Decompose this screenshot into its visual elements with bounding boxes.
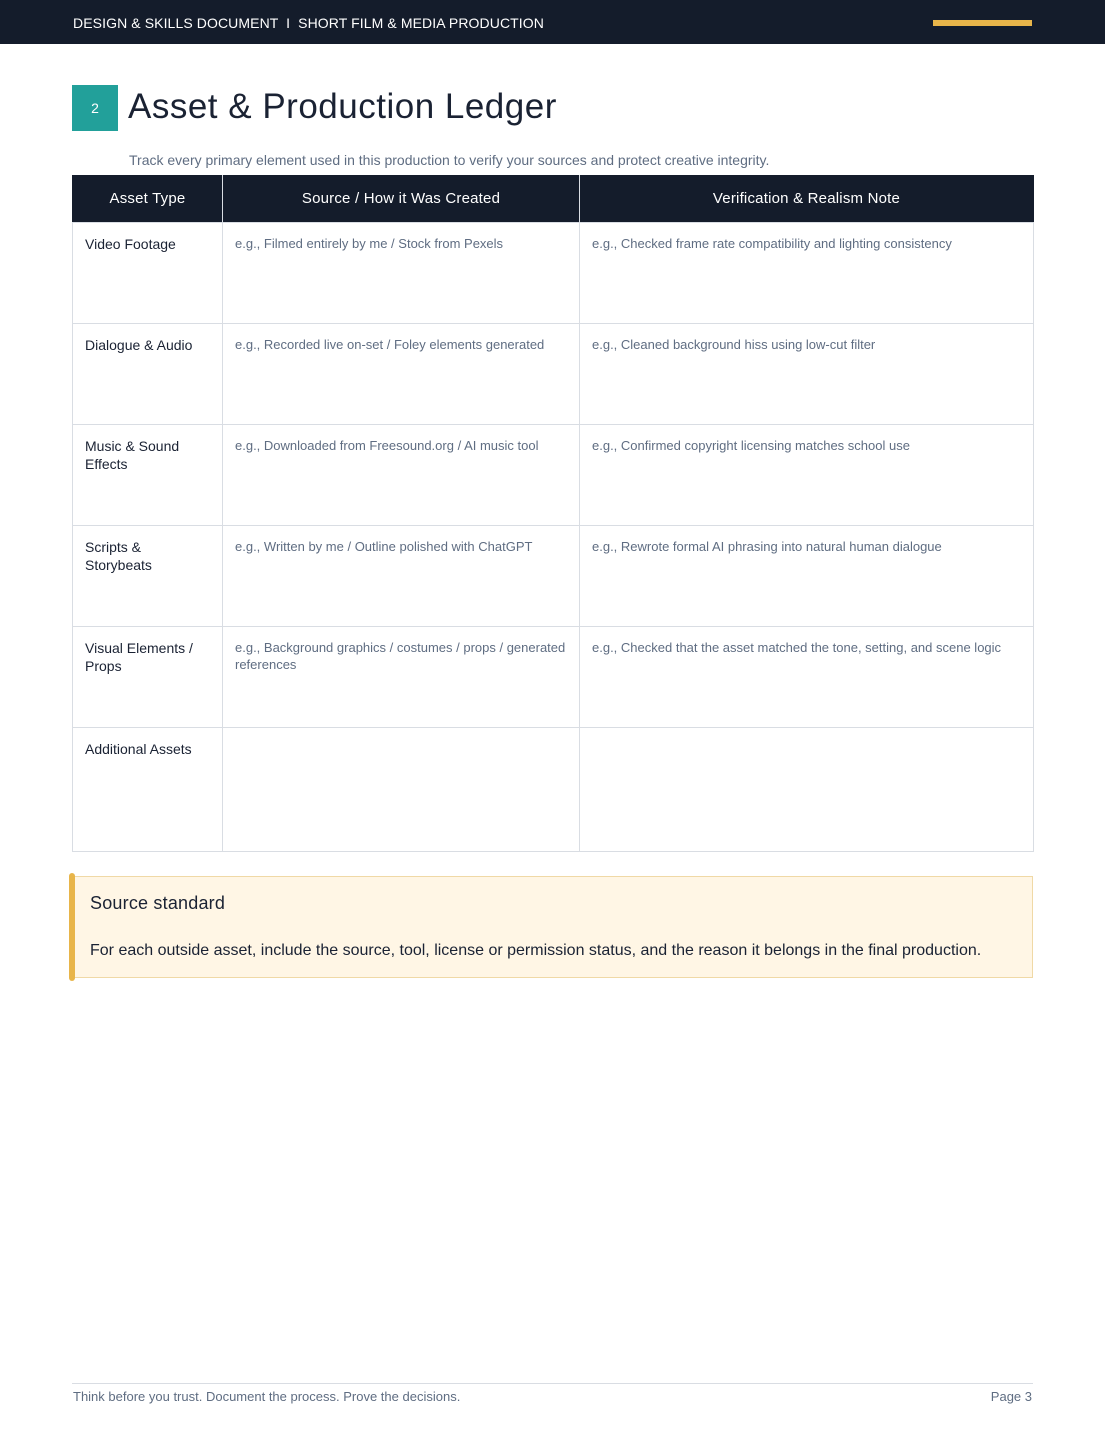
callout-accent-bar bbox=[69, 873, 75, 981]
page-number: Page 3 bbox=[990, 1389, 1032, 1404]
section-number-badge: 2 bbox=[72, 85, 118, 131]
column-header-asset-type: Asset Type bbox=[73, 175, 223, 222]
callout-body: For each outside asset, include the source, tool, license or permission status, and the reason it belongs in the final production. bbox=[90, 942, 982, 959]
table-row bbox=[73, 424, 1034, 525]
verification-cell[interactable]: e.g., Rewrote formal AI phrasing into natural human dialogue bbox=[580, 525, 1034, 626]
verification-cell[interactable]: e.g., Checked frame rate compatibility and lighting consistency bbox=[580, 222, 1034, 323]
table-row bbox=[73, 323, 1034, 424]
asset-type-cell: Music & Sound Effects bbox=[73, 424, 223, 525]
document-label: DESIGN & SKILLS DOCUMENT I SHORT FILM & MEDIA PRODUCTION bbox=[73, 15, 544, 31]
table-row bbox=[73, 222, 1034, 323]
callout-title: Source standard bbox=[90, 893, 226, 913]
asset-type-cell: Scripts & Storybeats bbox=[73, 525, 223, 626]
source-cell[interactable]: e.g., Recorded live on-set / Foley elements generated bbox=[223, 323, 580, 424]
verification-cell[interactable]: e.g., Cleaned background hiss using low-cut filter bbox=[580, 323, 1034, 424]
asset-type-cell: Dialogue & Audio bbox=[73, 323, 223, 424]
source-cell[interactable]: e.g., Written by me / Outline polished with ChatGPT bbox=[223, 525, 580, 626]
table-header-row bbox=[73, 175, 1034, 222]
source-cell[interactable]: e.g., Downloaded from Freesound.org / AI music tool bbox=[223, 424, 580, 525]
source-standard-callout bbox=[72, 876, 1033, 978]
column-header-verification: Verification & Realism Note bbox=[580, 175, 1034, 222]
verification-cell[interactable]: e.g., Checked that the asset matched the tone, setting, and scene logic bbox=[580, 626, 1034, 727]
table-row bbox=[73, 727, 1034, 851]
page-title: Asset & Production Ledger bbox=[128, 87, 557, 126]
section-subtitle: Track every primary element used in this production to verify your sources and protect creative integrity. bbox=[129, 152, 770, 168]
footer-divider bbox=[72, 1383, 1033, 1384]
table-row bbox=[73, 626, 1034, 727]
document-header-bar bbox=[0, 0, 1105, 44]
source-cell[interactable]: e.g., Background graphics / costumes / props / generated references bbox=[223, 626, 580, 727]
verification-cell[interactable] bbox=[580, 727, 1034, 851]
table-row bbox=[73, 525, 1034, 626]
footer-tagline: Think before you trust. Document the process. Prove the decisions. bbox=[73, 1389, 461, 1404]
asset-type-cell: Visual Elements / Props bbox=[73, 626, 223, 727]
asset-type-cell: Video Footage bbox=[73, 222, 223, 323]
asset-type-cell: Additional Assets bbox=[73, 727, 223, 851]
column-header-source: Source / How it Was Created bbox=[223, 175, 580, 222]
verification-cell[interactable]: e.g., Confirmed copyright licensing matches school use bbox=[580, 424, 1034, 525]
source-cell[interactable]: e.g., Filmed entirely by me / Stock from Pexels bbox=[223, 222, 580, 323]
asset-ledger-table bbox=[72, 175, 1034, 852]
header-accent-line bbox=[933, 20, 1032, 26]
source-cell[interactable] bbox=[223, 727, 580, 851]
